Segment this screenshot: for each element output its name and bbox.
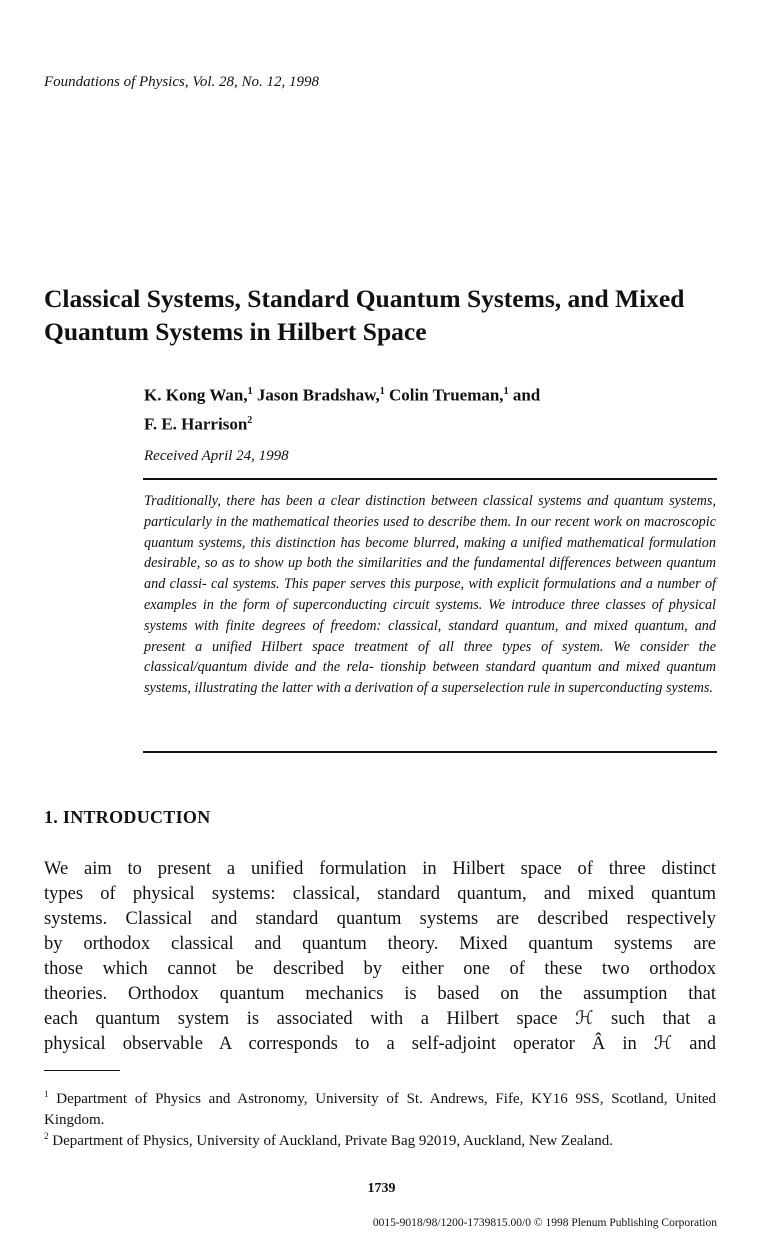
copyright-line: 0015-9018/98/1200-1739815.00/0 © 1998 Plenum Publishing Corporation [372, 1217, 717, 1229]
footnote [44, 1084, 716, 1131]
author-name: K. Kong Wan, [144, 385, 248, 405]
intro-line: We aim to present a unified formulation in Hilbert space of three distinct [44, 859, 716, 879]
page-number: 1739 [367, 1181, 396, 1196]
author-affiliation-mark: 1 [503, 386, 509, 397]
received-date: Received April 24, 1998 [144, 448, 289, 464]
author-name: Colin Trueman, [388, 385, 504, 405]
author-list [144, 379, 724, 436]
intro-line: theories. Orthodox quantum mechanics is based on the assumption that [44, 984, 716, 1004]
intro-line: by orthodox classical and quantum theory. Mixed quantum systems are [44, 934, 716, 954]
footnote-divider [44, 1070, 120, 1071]
author-name: F. E. Harrison [144, 414, 248, 434]
intro-line: physical observable A corresponds to a self-adjoint operator Â in ℋ and [44, 1034, 716, 1054]
author-affiliation-mark: 1 [379, 386, 385, 397]
footnote-mark: 1 [44, 1089, 49, 1099]
author-affiliation-mark: 2 [247, 414, 253, 426]
abstract-top-rule [143, 478, 717, 480]
intro-line: types of physical systems: classical, standard quantum, and mixed quantum [44, 884, 716, 904]
intro-paragraph [44, 857, 716, 1057]
abstract-text: Traditionally, there has been a clear distinction between classical systems and quantum systems, particularly in the mathematical theories used to describe them. In our recent work on macroscopic quantum systems, this distinction has become blurred, making a unified mathematical formulation desirable, so as to show up both the similarities and the fundamental differences between quantum and classi- cal systems. This paper serves this purpose, with explicit formulations and a number of examples in the form of superconducting circuit systems. We introduce three classes of physical systems with finite degrees of freedom: classical, standard quantum, and mixed quantum, and present a unified Hilbert space treatment of all three types of system. We consider the classical/quantum divide and the rela- tionship between standard quantum and mixed quantum systems, illustrating the latter with a derivation of a superselection rule in superconducting systems. [144, 493, 716, 697]
intro-line: each quantum system is associated with a Hilbert space ℋ such that a [44, 1009, 716, 1029]
author-affiliation-mark: 1 [247, 386, 253, 397]
author-conjunction: and [512, 385, 541, 405]
paper-title: Classical Systems, Standard Quantum Systems, and Mixed Quantum Systems in Hilbert Space [44, 284, 685, 346]
footnote-mark: 2 [44, 1131, 49, 1141]
footnote-text: Department of Physics and Astronomy, University of St. Andrews, Fife, KY16 9SS, Scotland, United Kingdom. [44, 1091, 717, 1128]
footnote-text: Department of Physics, University of Auckland, Private Bag 92019, Auckland, New Zealand. [52, 1133, 613, 1149]
intro-line: systems. Classical and standard quantum systems are described respectively [44, 909, 716, 929]
journal-citation: Foundations of Physics, Vol. 28, No. 12, 1998 [44, 74, 319, 90]
abstract-bottom-rule [143, 751, 717, 753]
section-heading: 1. INTRODUCTION [44, 807, 211, 827]
author-name: Jason Bradshaw, [256, 385, 380, 405]
footnote [44, 1126, 716, 1152]
intro-line: those which cannot be described by either one of these two orthodox [44, 959, 716, 979]
